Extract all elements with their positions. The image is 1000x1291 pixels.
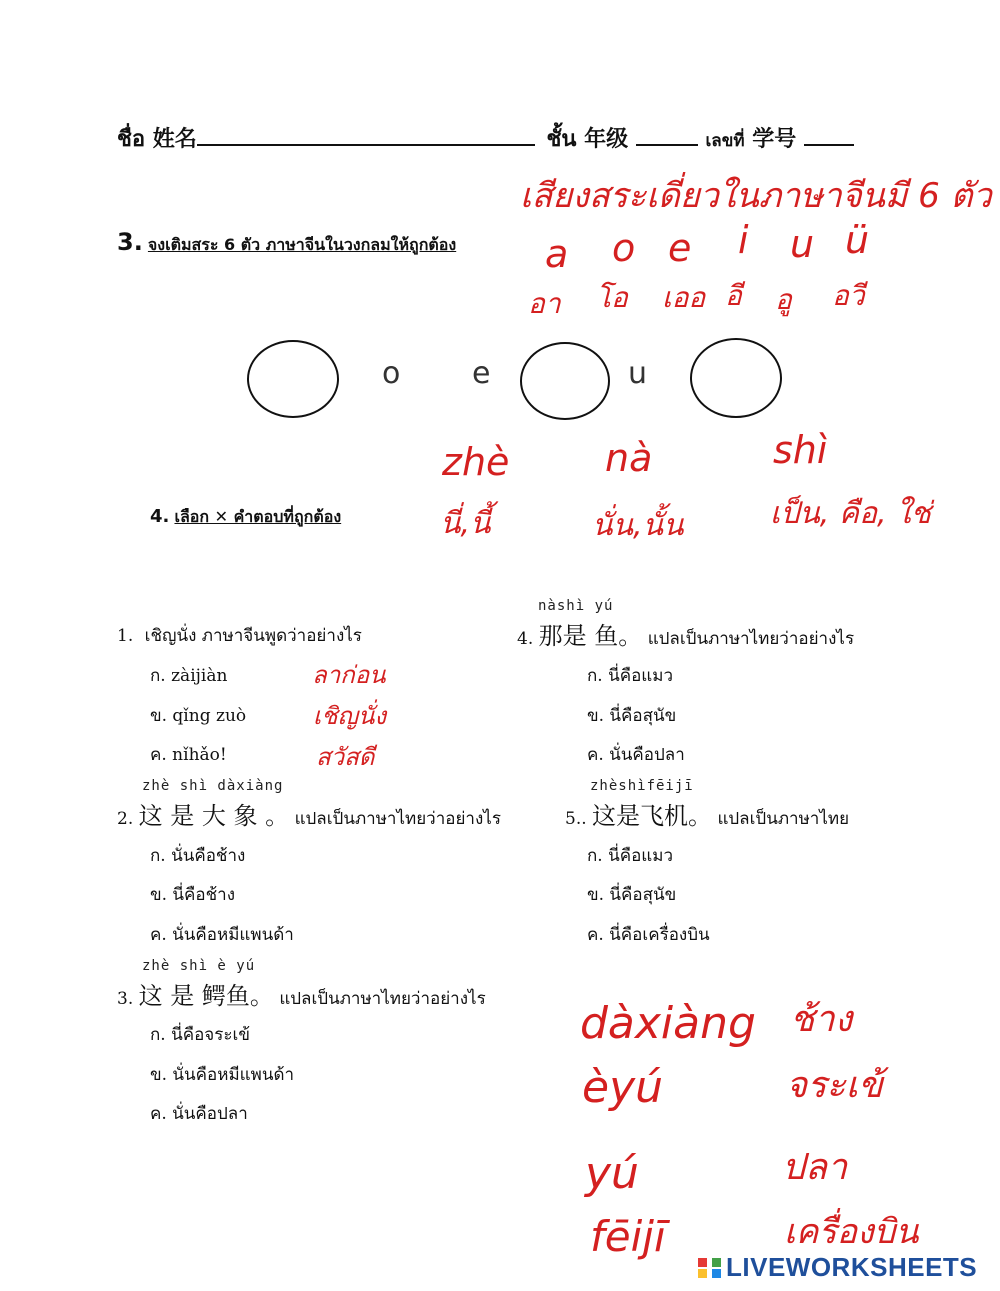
hand-vowel-thai-i: อี xyxy=(725,279,742,312)
class-label: ชั้น 年级 xyxy=(546,127,629,152)
liveworksheets-logo-icon-col2 xyxy=(711,1257,722,1279)
q4-number: 4. xyxy=(517,629,534,649)
hand-vowel-u: u xyxy=(790,222,815,266)
q5-option-c[interactable]: ค. นี่คือเครื่องบิน xyxy=(587,925,710,945)
q2-chinese: 这 是 大 象 。 xyxy=(138,802,290,830)
hand-vowel-thai-u: อู xyxy=(775,283,792,316)
hand-vowel-e: e xyxy=(668,226,692,270)
hand-vocab-pinyin-1: dàxiàng xyxy=(580,998,756,1049)
hand-vocab-pinyin-4: fēijī xyxy=(590,1212,666,1261)
hand-vocab-thai-3: ปลา xyxy=(782,1147,848,1188)
given-vowel-o: o xyxy=(382,356,401,391)
vowel-circle-1[interactable] xyxy=(247,340,339,418)
q4-pinyin: nàshì yú xyxy=(538,598,614,614)
name-blank[interactable] xyxy=(197,124,535,146)
class-blank[interactable] xyxy=(636,124,698,146)
question-5 xyxy=(565,796,849,832)
q5-chinese: 这是飞机。 xyxy=(592,802,713,830)
q4-chinese: 那是 鱼。 xyxy=(538,622,643,650)
q5-number: 5.. xyxy=(565,809,587,829)
q2-option-b[interactable]: ข. นี่คือช้าง xyxy=(150,885,236,905)
section4-number: 4. xyxy=(150,506,170,527)
logo-square-blue xyxy=(712,1269,721,1278)
section3-number: 3. xyxy=(117,228,143,256)
section4-instruction: เลือก ✕ คำตอบที่ถูกต้อง xyxy=(174,507,342,526)
q5-option-a[interactable]: ก. นี่คือแมว xyxy=(587,846,674,866)
hand-vowel-a: a xyxy=(545,232,569,276)
hand-top-note: เสียงสระเดี่ยวในภาษาจีนมี 6 ตัว xyxy=(520,176,992,216)
section3-heading xyxy=(117,228,456,258)
number-label-cn: 学号 xyxy=(752,127,797,152)
q3-number: 3. xyxy=(117,989,134,1009)
hand-vowel-thai-u-umlaut: อวี xyxy=(832,279,865,312)
hand-vowel-thai-o: โอ xyxy=(596,281,628,314)
question-1 xyxy=(117,622,362,649)
q3-option-c[interactable]: ค. นั่นคือปลา xyxy=(150,1104,248,1124)
q2-text: แปลเป็นภาษาไทยว่าอย่างไร xyxy=(294,809,501,829)
section4-heading xyxy=(150,505,341,530)
number-label-th: เลขที่ xyxy=(705,131,745,151)
logo-square-yellow xyxy=(698,1269,707,1278)
hand-word-zhe-thai: นี่,นี้ xyxy=(440,506,491,541)
hand-vowel-thai-a: อา xyxy=(528,287,561,320)
q2-option-a[interactable]: ก. นั่นคือช้าง xyxy=(150,846,246,866)
q4-option-c[interactable]: ค. นั่นคือปลา xyxy=(587,745,685,765)
q1-option-b[interactable]: ข. qǐng zuò xyxy=(150,706,247,726)
q5-option-b[interactable]: ข. นี่คือสุนัข xyxy=(587,885,677,905)
hand-word-zhe: zhè xyxy=(442,440,510,484)
q3-pinyin: zhè shì è yú xyxy=(142,958,256,974)
hand-vocab-pinyin-2: èyú xyxy=(582,1062,663,1113)
q1-number: 1. xyxy=(117,626,134,646)
liveworksheets-wordmark: LIVEWORKSHEETS xyxy=(726,1252,978,1282)
hand-vocab-thai-2: จระเข้ xyxy=(786,1065,883,1106)
q4-option-b[interactable]: ข. นี่คือสุนัข xyxy=(587,706,677,726)
hand-q1-note-c: สวัสดี xyxy=(316,743,375,771)
q3-chinese: 这 是 鳄鱼。 xyxy=(138,982,274,1010)
hand-word-shi: shì xyxy=(773,428,828,472)
hand-vowel-o: o xyxy=(612,226,636,270)
question-2 xyxy=(117,796,501,832)
hand-vocab-thai-4: เครื่องบิน xyxy=(784,1212,919,1252)
hand-q1-note-b: เชิญนั่ง xyxy=(313,702,387,730)
hand-vowel-u-umlaut: ü xyxy=(845,218,870,262)
given-vowel-u: u xyxy=(628,356,648,391)
liveworksheets-brand xyxy=(697,1252,977,1283)
q3-option-a[interactable]: ก. นี่คือจระเข้ xyxy=(150,1025,250,1045)
q2-number: 2. xyxy=(117,809,134,829)
hand-vowel-i: i xyxy=(738,218,749,262)
q5-pinyin: zhèshìfēijī xyxy=(590,778,694,794)
q1-text: เชิญนั่ง ภาษาจีนพูดว่าอย่างไร xyxy=(144,626,362,646)
vowel-circle-2[interactable] xyxy=(520,342,610,420)
hand-vocab-thai-1: ช้าง xyxy=(790,999,853,1040)
q2-pinyin: zhè shì dàxiàng xyxy=(142,778,284,794)
q1-option-a[interactable]: ก. zàijiàn xyxy=(150,666,228,686)
liveworksheets-logo-icon xyxy=(697,1257,708,1279)
question-3 xyxy=(117,976,486,1012)
q4-text: แปลเป็นภาษาไทยว่าอย่างไร xyxy=(647,629,855,649)
hand-word-na-thai: นั่น,นั้น xyxy=(592,508,684,543)
logo-square-red xyxy=(698,1258,707,1267)
hand-q1-note-a: ลาก่อน xyxy=(312,661,386,689)
logo-square-green xyxy=(712,1258,721,1267)
hand-vowel-thai-e: เออ xyxy=(662,281,706,314)
hand-word-shi-thai: เป็น, คือ, ใช่ xyxy=(770,496,932,531)
q5-text: แปลเป็นภาษาไทย xyxy=(717,809,850,829)
number-blank[interactable] xyxy=(804,124,854,146)
hand-word-na: nà xyxy=(605,436,653,480)
given-vowel-e: e xyxy=(472,356,491,391)
q2-option-c[interactable]: ค. นั่นคือหมีแพนด้า xyxy=(150,925,294,945)
question-4 xyxy=(517,616,854,652)
q1-option-c[interactable]: ค. nǐhǎo! xyxy=(150,745,227,765)
q4-option-a[interactable]: ก. นี่คือแมว xyxy=(587,666,674,686)
name-label: ชื่อ 姓名 xyxy=(117,127,197,152)
q3-option-b[interactable]: ข. นั่นคือหมีแพนด้า xyxy=(150,1065,295,1085)
hand-vocab-pinyin-3: yú xyxy=(585,1148,639,1199)
vowel-circle-3[interactable] xyxy=(690,338,782,418)
q3-text: แปลเป็นภาษาไทยว่าอย่างไร xyxy=(279,989,486,1009)
header-row xyxy=(117,121,854,156)
section3-instruction: จงเติมสระ 6 ตัว ภาษาจีนในวงกลมให้ถูกต้อง xyxy=(147,235,457,254)
